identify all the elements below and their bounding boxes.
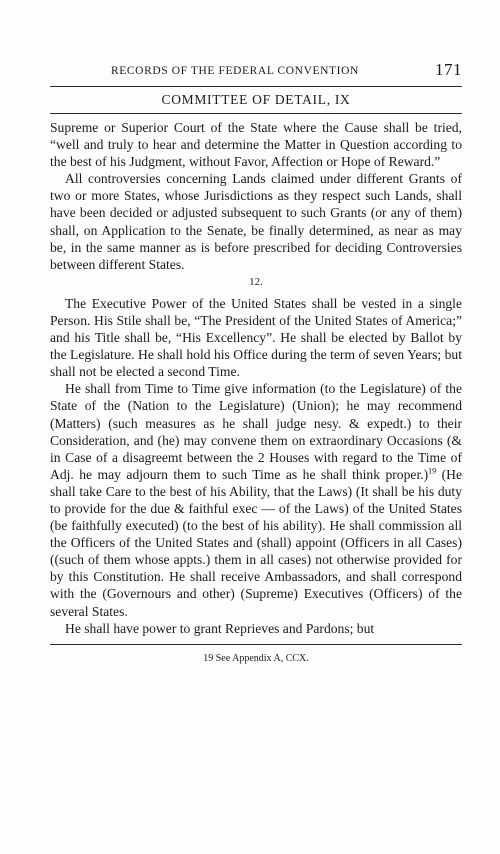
paragraph-reprieves: He shall have power to grant Reprieves and Pardons; but (65, 620, 375, 636)
footnote-rule (50, 644, 462, 645)
page-header (50, 60, 462, 80)
footnote-marker: 19 (428, 466, 437, 476)
paragraph-oath: Supreme or Superior Court of the State where the Cause shall be tried, “well and truly to hear and determine the Matter in Question according to the best of his Judgment, without Favor, Affection or Hope of Reward.” (50, 120, 462, 170)
paragraph-president-duties (50, 380, 462, 619)
page-number: 171 (435, 60, 462, 79)
book-page (50, 60, 462, 664)
section-heading-rule (50, 113, 462, 114)
section-number: 12. (249, 275, 263, 288)
running-title: RECORDS OF THE FEDERAL CONVENTION (111, 65, 359, 77)
paragraph-executive-power: The Executive Power of the United States shall be vested in a single Person. His Stile shall be, “The President of the United States of America;” and his Title shall be, “His Excellency”. He shall be elected by Ballot by the Legislature. He shall hold his Office during the term of seven Years; but shall not be elected a second Time. (50, 295, 462, 380)
duties-text-continued: (He shall take Care to the best of his Ability, that the Laws) (It shall be his duty to provide for the due & faithful exec — of the Laws) of the United States (be faithfully executed) (to the best of his ability). He shall commission all the Officers of the United States and (shall) appoint (Officers in all Cases) ((such of them whose appts.) them in all cases) not otherwise provided for by this Constitution. He shall receive Ambassadors, and shall correspond with the (Governours and other) (Supreme) Executives (Officers) of the several States. (50, 466, 462, 619)
footnote: 19 See Appendix A, CCX. (203, 652, 309, 664)
paragraph-land-controversies: All controversies concerning Lands claimed under different Grants of two or more States, whose Jurisdictions as they respect such Lands, shall have been decided or adjusted subsequent to such Grants (or any of them) shall, on Application to the Senate, be finally determined, as near as may be, in the same manner as is before prescribed for deciding Controversies between different States. (50, 171, 462, 272)
body-text (50, 119, 462, 637)
header-rule (50, 86, 462, 87)
duties-text: He shall from Time to Time give information (to the Legislature) of the State of the (Nation to the Legislature) (Union); he may recommend (Matters) (such measures as he shall judge nesy. & expedt.) to their Consideration, and (he) may convene them on extraordinary Occasions (& in Case of a disagreemt between the 2 Houses with regard to the Time of Adj. he may adjourn them to such Time as he shall think proper.) (50, 381, 462, 482)
section-heading: COMMITTEE OF DETAIL, IX (161, 92, 351, 107)
